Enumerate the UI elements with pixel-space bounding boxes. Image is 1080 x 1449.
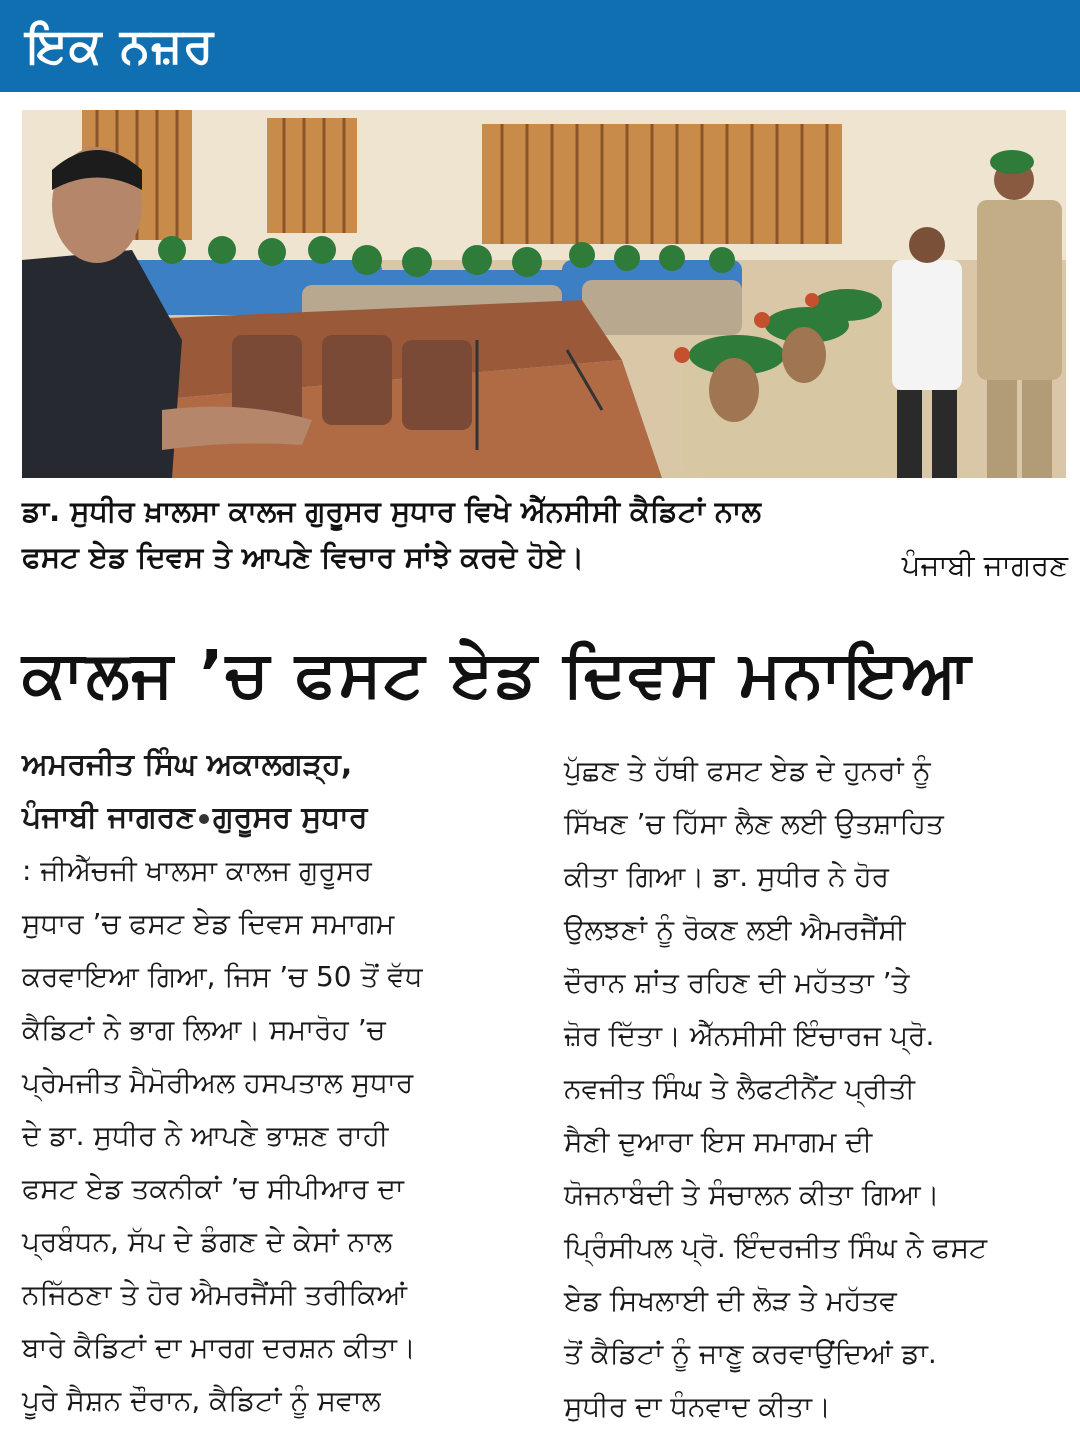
article-line: ਪੁੱਛਣ ਤੇ ਹੱਥੀ ਫਸਟ ਏਡ ਦੇ ਹੁਨਰਾਂ ਨੂੰ bbox=[564, 754, 931, 787]
byline-name: ਅਮਰਜੀਤ ਸਿੰਘ ਅਕਾਲਗੜ੍ਹ, bbox=[22, 747, 353, 782]
article-line: ਕੈਡਿਟਾਂ ਨੇ ਭਾਗ ਲਿਆ। ਸਮਾਰੋਹ ’ਚ bbox=[22, 1013, 386, 1046]
section-header-band bbox=[0, 0, 1080, 92]
byline-source bbox=[22, 791, 527, 844]
byline-place: ਗੁਰੂਸਰ ਸੁਧਾਰ bbox=[212, 800, 368, 835]
article-line: ਤੋਂ ਕੈਡਿਟਾਂ ਨੂੰ ਜਾਣੂ ਕਰਵਾਉਂਦਿਆਂ ਡਾ. bbox=[564, 1337, 937, 1370]
article-line: ਪ੍ਰਬੰਧਨ, ਸੱਪ ਦੇ ਡੰਗਣ ਦੇ ਕੇਸਾਂ ਨਾਲ bbox=[22, 1225, 393, 1258]
article-line: ਦੌਰਾਨ ਸ਼ਾਂਤ ਰਹਿਣ ਦੀ ਮਹੱਤਤਾ ’ਤੇ bbox=[564, 966, 910, 999]
article-column-left bbox=[22, 738, 527, 1427]
article-line: ਸਿੱਖਣ ’ਚ ਹਿੱਸਾ ਲੈਣ ਲਈ ਉਤਸ਼ਾਹਿਤ bbox=[564, 807, 944, 840]
section-title: ਇਕ ਨਜ਼ਰ bbox=[26, 18, 215, 74]
byline-paper: ਪੰਜਾਬੀ ਜਾਗਰਣ bbox=[22, 800, 195, 835]
article-line: ਸੈਣੀ ਦੁਆਰਾ ਇਸ ਸਮਾਗਮ ਦੀ bbox=[564, 1125, 873, 1158]
article-line: ਜ਼ੋਰ ਦਿੱਤਾ। ਐੱਨਸੀਸੀ ਇੰਚਾਰਜ ਪ੍ਰੋ. bbox=[564, 1019, 935, 1052]
photo-ncc-cadets-hall bbox=[22, 110, 1066, 478]
article-line: ਪ੍ਰਿੰਸੀਪਲ ਪ੍ਰੋ. ਇੰਦਰਜੀਤ ਸਿੰਘ ਨੇ ਫਸਟ bbox=[564, 1231, 988, 1264]
caption-line-1: ਡਾ. ਸੁਧੀਰ ਖ਼ਾਲਸਾ ਕਾਲਜ ਗੁਰੂਸਰ ਸੁਧਾਰ ਵਿਖੇ ਐੱਨਸੀਸੀ ਕੈਡਿਟਾਂ ਨਾਲ bbox=[22, 494, 761, 528]
article-line: ਸੁਧਾਰ ’ਚ ਫਸਟ ਏਡ ਦਿਵਸ ਸਮਾਗਮ bbox=[22, 907, 395, 940]
photo-credit: ਪੰਜਾਬੀ ਜਾਗਰਣ bbox=[901, 548, 1068, 582]
article-line: ਏਡ ਸਿਖਲਾਈ ਦੀ ਲੋੜ ਤੇ ਮਹੱਤਵ bbox=[564, 1284, 897, 1317]
article-line: ਪ੍ਰੇਮਜੀਤ ਮੈਮੋਰੀਅਲ ਹਸਪਤਾਲ ਸੁਧਾਰ bbox=[22, 1066, 414, 1099]
article-line: ਦੇ ਡਾ. ਸੁਧੀਰ ਨੇ ਆਪਣੇ ਭਾਸ਼ਣ ਰਾਹੀ bbox=[22, 1119, 389, 1152]
article-line: ਯੋਜਨਾਬੰਦੀ ਤੇ ਸੰਚਾਲਨ ਕੀਤਾ ਗਿਆ। bbox=[564, 1178, 940, 1211]
article-headline: ਕਾਲਜ ’ਚ ਫਸਟ ਏਡ ਦਿਵਸ ਮਨਾਇਆ bbox=[22, 638, 973, 712]
article-line: ਬਾਰੇ ਕੈਡਿਟਾਂ ਦਾ ਮਾਰਗ ਦਰਸ਼ਨ ਕੀਤਾ। bbox=[22, 1331, 416, 1364]
article-line: ਪੂਰੇ ਸੈਸ਼ਨ ਦੌਰਾਨ, ਕੈਡਿਟਾਂ ਨੂੰ ਸਵਾਲ bbox=[22, 1384, 381, 1417]
article-line: ਉਲਝਣਾਂ ਨੂੰ ਰੋਕਣ ਲਈ ਐਮਰਜੈਂਸੀ bbox=[564, 913, 906, 946]
news-photo bbox=[22, 110, 1066, 478]
article-line: ਫਸਟ ਏਡ ਤਕਨੀਕਾਂ ’ਚ ਸੀਪੀਆਰ ਦਾ bbox=[22, 1172, 404, 1205]
article-line: ਸੁਧੀਰ ਦਾ ਧੰਨਵਾਦ ਕੀਤਾ। bbox=[564, 1390, 831, 1423]
article-column-right bbox=[564, 744, 1069, 1433]
article-line: ਨਵਜੀਤ ਸਿੰਘ ਤੇ ਲੈਫਟੀਨੈਂਟ ਪ੍ਰੀਤੀ bbox=[564, 1072, 915, 1105]
article-line: ਕੀਤਾ ਗਿਆ। ਡਾ. ਸੁਧੀਰ ਨੇ ਹੋਰ bbox=[564, 860, 890, 893]
caption-line-2: ਫਸਟ ਏਡ ਦਿਵਸ ਤੇ ਆਪਣੇ ਵਿਚਾਰ ਸਾਂਝੇ ਕਰਦੇ ਹੋਏ। bbox=[22, 540, 585, 574]
article-line: : ਜੀਐੱਚਜੀ ਖਾਲਸਾ ਕਾਲਜ ਗੁਰੂਸਰ bbox=[22, 854, 372, 887]
article-line: ਕਰਵਾਇਆ ਗਿਆ, ਜਿਸ ’ਚ 50 ਤੋਂ ਵੱਧ bbox=[22, 960, 423, 993]
bullet-dot-icon bbox=[199, 814, 209, 824]
article-line: ਨਜਿੱਠਣਾ ਤੇ ਹੋਰ ਐਮਰਜੈਂਸੀ ਤਰੀਕਿਆਂ bbox=[22, 1278, 408, 1311]
